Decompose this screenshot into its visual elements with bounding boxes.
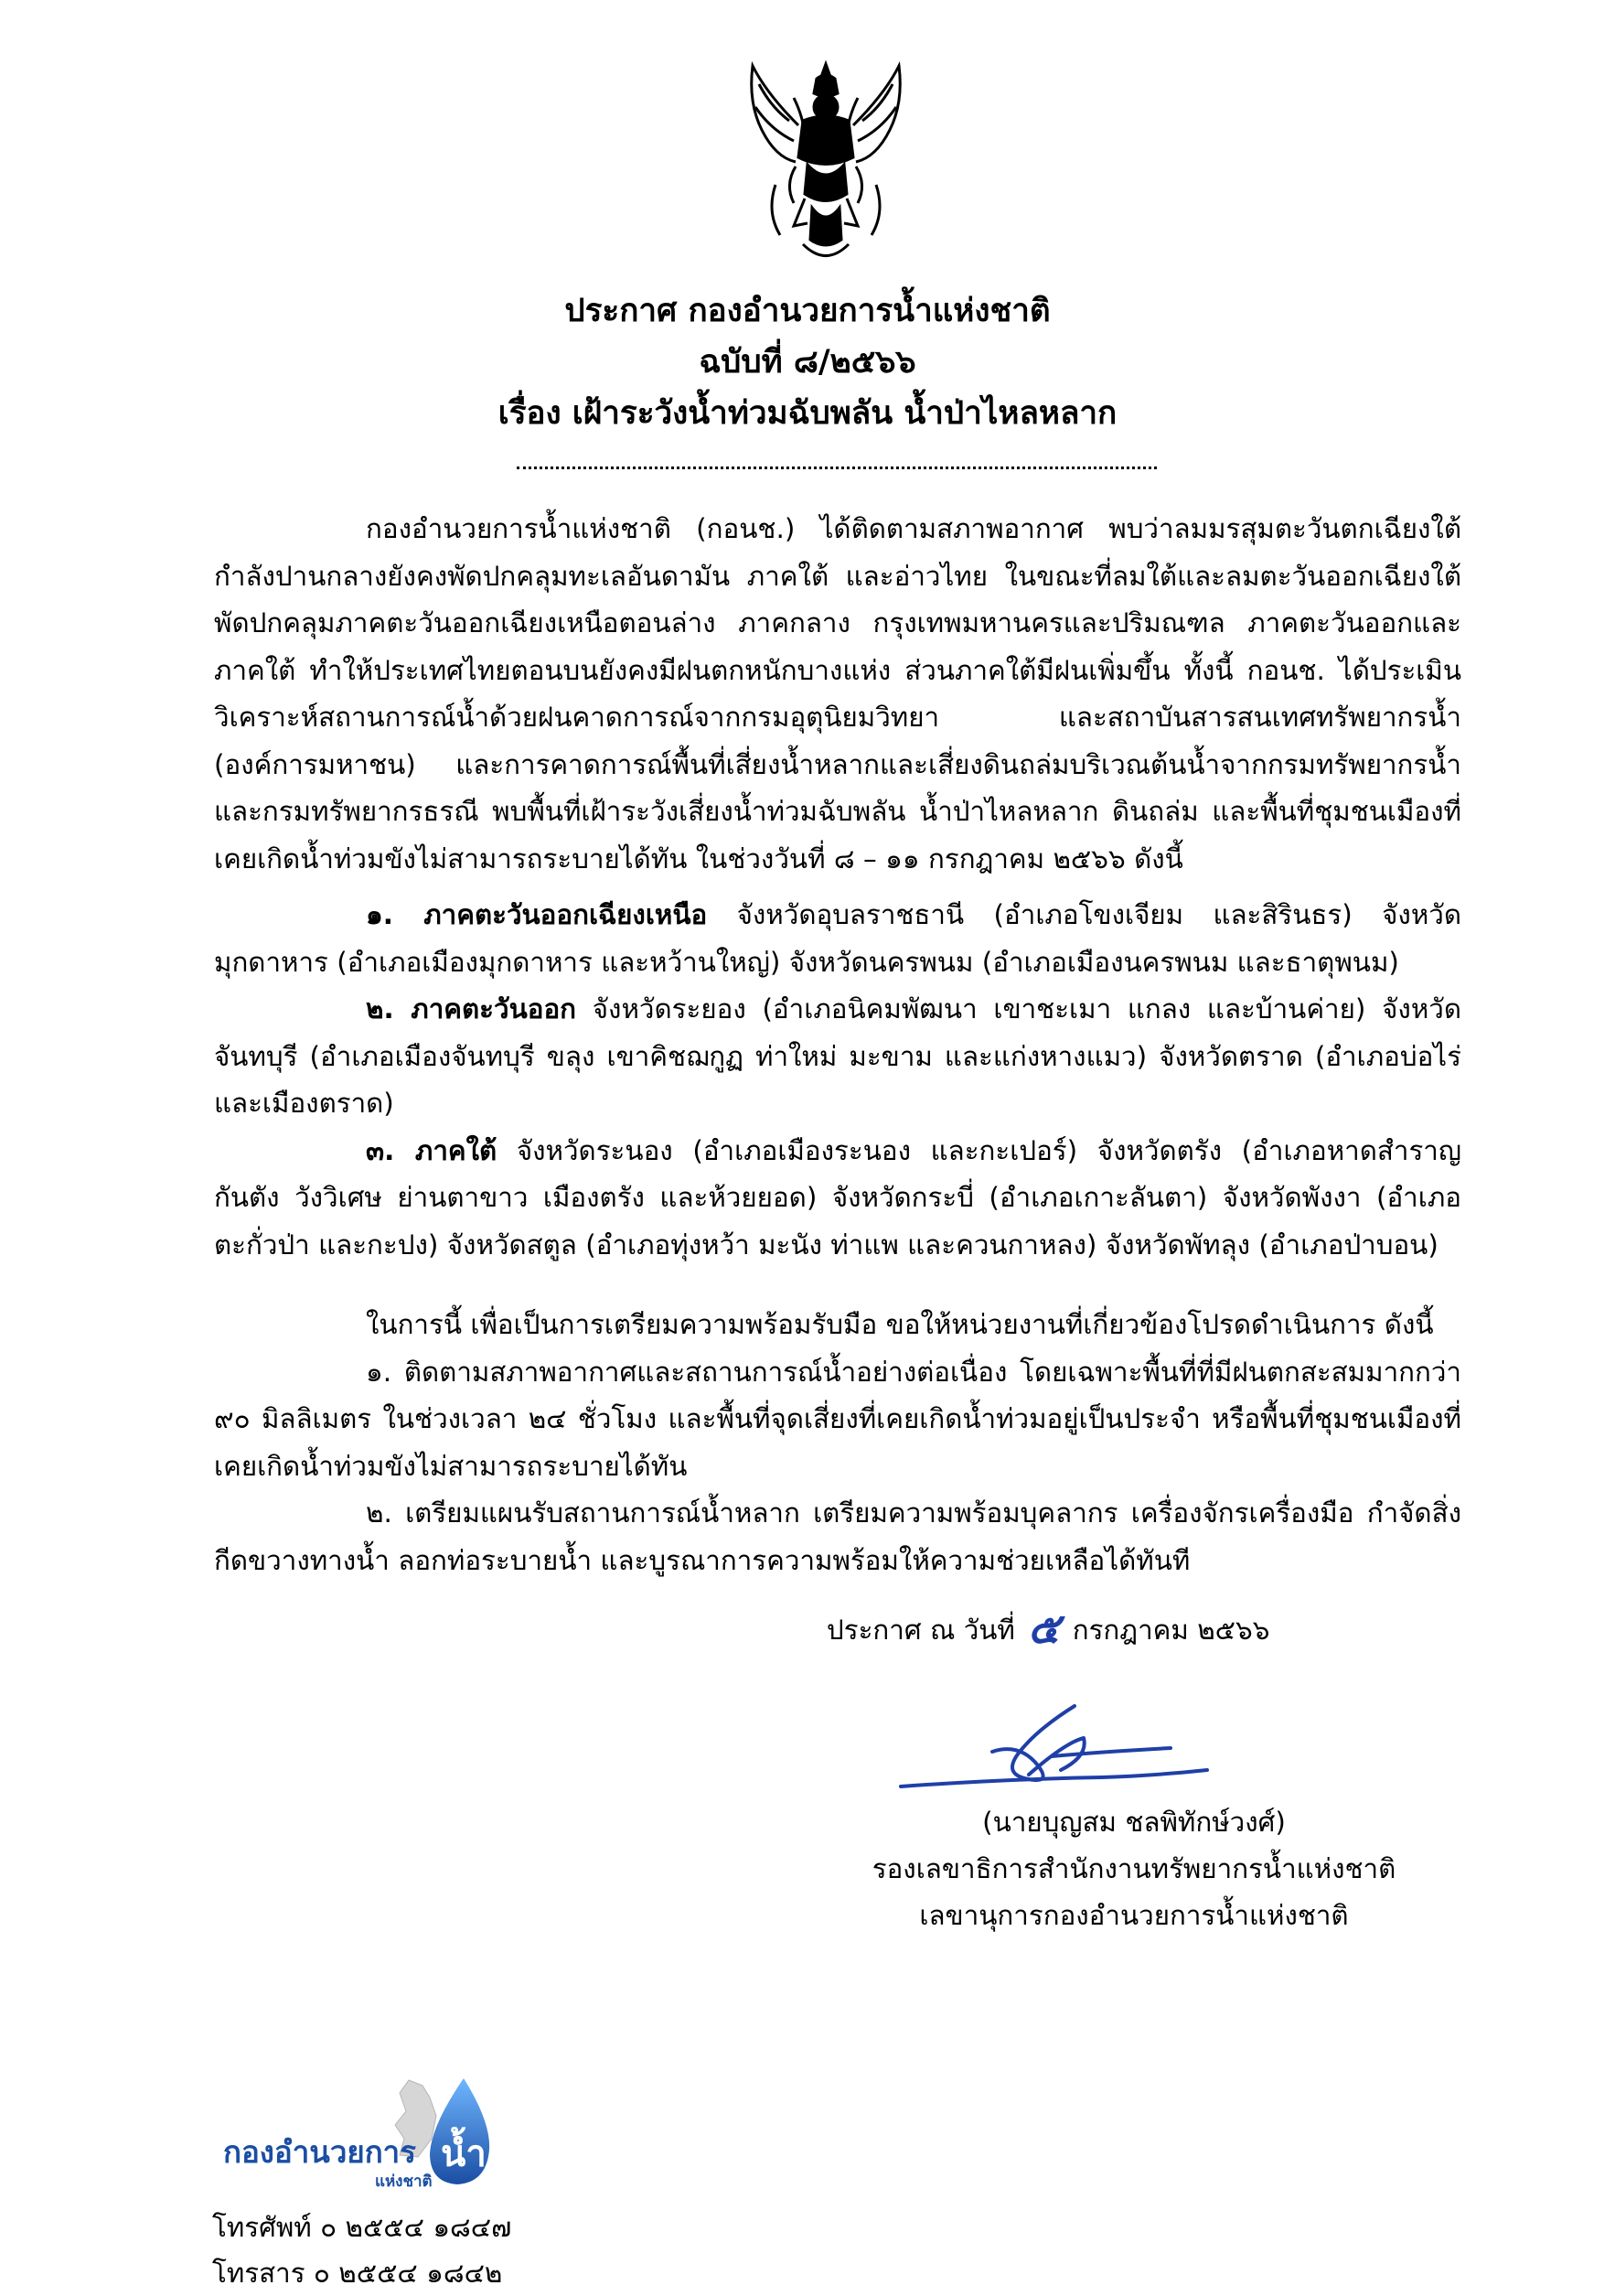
announcement-title: ประกาศ กองอำนวยการน้ำแห่งชาติ — [564, 293, 1051, 329]
region-text: จังหวัดระนอง (อำเภอเมืองระนอง และกะเปอร์) จังหวัดตรัง (อำเภอหาดสำราญ กันตัง วังวิเศษ ย่านตาขาว เมืองตรัง และห้วยยอด) จังหวัดกระบี่ (อำเภอเกาะลันตา) จังหวัดพังงา (อำเภอตะกั่วป่า และกะปง) จังหวัดสตูล (อำเภอทุ่งหว้า มะนัง ท่าแพ และควนกาหลง) จังหวัดพัทลุง (อำเภอป่าบอน) — [214, 1134, 1462, 1261]
announcement-subject: เรื่อง เฝ้าระวังน้ำท่วมฉับพลัน น้ำป่าไหลหลาก — [497, 395, 1118, 432]
signatory-position: เลขานุการกองอำนวยการน้ำแห่งชาติ — [919, 1900, 1349, 1931]
phone-number: โทรศัพท์ ๐ ๒๕๕๔ ๑๘๔๗ — [212, 2212, 512, 2243]
region-label: ๑. ภาคตะวันออกเฉียงเหนือ — [366, 899, 708, 930]
nwc-logo-icon — [212, 2075, 532, 2194]
signatory-block — [732, 1799, 1536, 1939]
region-item — [214, 986, 1461, 1128]
fax-number: โทรสาร ๐ ๒๕๕๔ ๑๘๔๒ — [212, 2258, 503, 2289]
logo-sub-text: แห่งชาติ — [375, 2173, 433, 2191]
announcement-body — [214, 506, 1461, 1584]
region-item — [214, 892, 1461, 986]
logo-main-text: กองอำนวยการ — [223, 2134, 416, 2170]
logo-water-text: น้ำ — [441, 2133, 487, 2175]
announcement-number: ฉบับที่ ๘/๒๕๖๖ — [699, 344, 916, 381]
action-item: ๒. เตรียมแผนรับสถานการณ์น้ำหลาก เตรียมความพร้อมบุคลากร เครื่องจักรเครื่องมือ กำจัดสิ่งกีดขวางทางน้ำ ลอกท่อระบายน้ำ และบูรณาการความพร้อมให้ความช่วยเหลือได้ทันที — [214, 1497, 1461, 1576]
announcement-header — [0, 285, 1615, 439]
date-suffix: กรกฎาคม ๒๕๖๖ — [1072, 1615, 1270, 1646]
garuda-emblem-icon — [739, 57, 913, 272]
region-text: จังหวัดระยอง (อำเภอนิคมพัฒนา เขาชะเมา แกลง และบ้านค่าย) จังหวัดจันทบุรี (อำเภอเมืองจันทบุรี ขลุง เขาคิชฌกูฏ ท่าใหม่ มะขาม และแก่งหางแมว) จังหวัดตราด (อำเภอบ่อไร่ และเมืองตราด) — [214, 993, 1461, 1119]
intro-paragraph: กองอำนวยการน้ำแห่งชาติ (กอนช.) ได้ติดตามสภาพอากาศ พบว่าลมมรสุมตะวันตกเฉียงใต้กำลังปานกลางยังคงพัดปกคลุมทะเลอันดามัน ภาคใต้ และอ่าวไทย ในขณะที่ลมใต้และลมตะวันออกเฉียงใต้พัดปกคลุมภาคตะวันออกเฉียงเหนือตอนล่าง ภาคกลาง กรุงเทพมหานครและปริมณฑล ภาคตะวันออกและภาคใต้ ทำให้ประเทศไทยตอนบนยังคงมีฝนตกหนักบางแห่ง ส่วนภาคใต้มีฝนเพิ่มขึ้น ทั้งนี้ กอนช. ได้ประเมินวิเคราะห์สถานการณ์น้ำด้วยฝนคาดการณ์จากกรมอุตุนิยมวิทยา และสถาบันสารสนเทศทรัพยากรน้ำ (องค์การมหาชน) และการคาดการณ์พื้นที่เสี่ยงน้ำหลากและเสี่ยงดินถล่มบริเวณต้นน้ำจากกรมทรัพยากรน้ำและกรมทรัพยากรธรณี พบพื้นที่เฝ้าระวังเสี่ยงน้ำท่วมฉับพลัน น้ำป่าไหลหลาก ดินถล่ม และพื้นที่ชุมชนเมืองที่เคยเกิดน้ำท่วมขังไม่สามารถระบายได้ทัน ในช่วงวันที่ ๘ – ๑๑ กรกฎาคม ๒๕๖๖ ดังนี้ — [214, 513, 1461, 874]
action-item: ๑. ติดตามสภาพอากาศและสถานการณ์น้ำอย่างต่อเนื่อง โดยเฉพาะพื้นที่ที่มีฝนตกสะสมมากกว่า ๙๐ มิลลิเมตร ในช่วงเวลา ๒๔ ชั่วโมง และพื้นที่จุดเสี่ยงที่เคยเกิดน้ำท่วมอยู่เป็นประจำ หรือพื้นที่ชุมชนเมืองที่เคยเกิดน้ำท่วมขังไม่สามารถระบายได้ทัน — [214, 1356, 1461, 1482]
header-divider — [517, 467, 1157, 469]
date-prefix: ประกาศ ณ วันที่ — [827, 1615, 1015, 1646]
contact-info — [212, 2205, 511, 2296]
signature-icon — [892, 1688, 1221, 1797]
signatory-name: (นายบุญสม ชลพิทักษ์วงศ์) — [982, 1807, 1286, 1838]
announcement-date — [827, 1605, 1269, 1653]
region-label: ๒. ภาคตะวันออก — [366, 993, 577, 1025]
handwritten-day: ๕ — [1027, 1604, 1060, 1653]
request-intro: ในการนี้ เพื่อเป็นการเตรียมความพร้อมรับมือ ขอให้หน่วยงานที่เกี่ยวข้องโปรดดำเนินการ ดังนี้ — [366, 1309, 1434, 1340]
region-item — [214, 1128, 1461, 1270]
signatory-position: รองเลขาธิการสำนักงานทรัพยากรน้ำแห่งชาติ — [872, 1853, 1396, 1884]
region-label: ๓. ภาคใต้ — [366, 1134, 497, 1166]
region-text: จังหวัดอุบลราชธานี (อำเภอโขงเจียม และสิรินธร) จังหวัดมุกดาหาร (อำเภอเมืองมุกดาหาร และหว้านใหญ่) จังหวัดนครพนม (อำเภอเมืองนครพนม และธาตุพนม) — [214, 899, 1461, 978]
